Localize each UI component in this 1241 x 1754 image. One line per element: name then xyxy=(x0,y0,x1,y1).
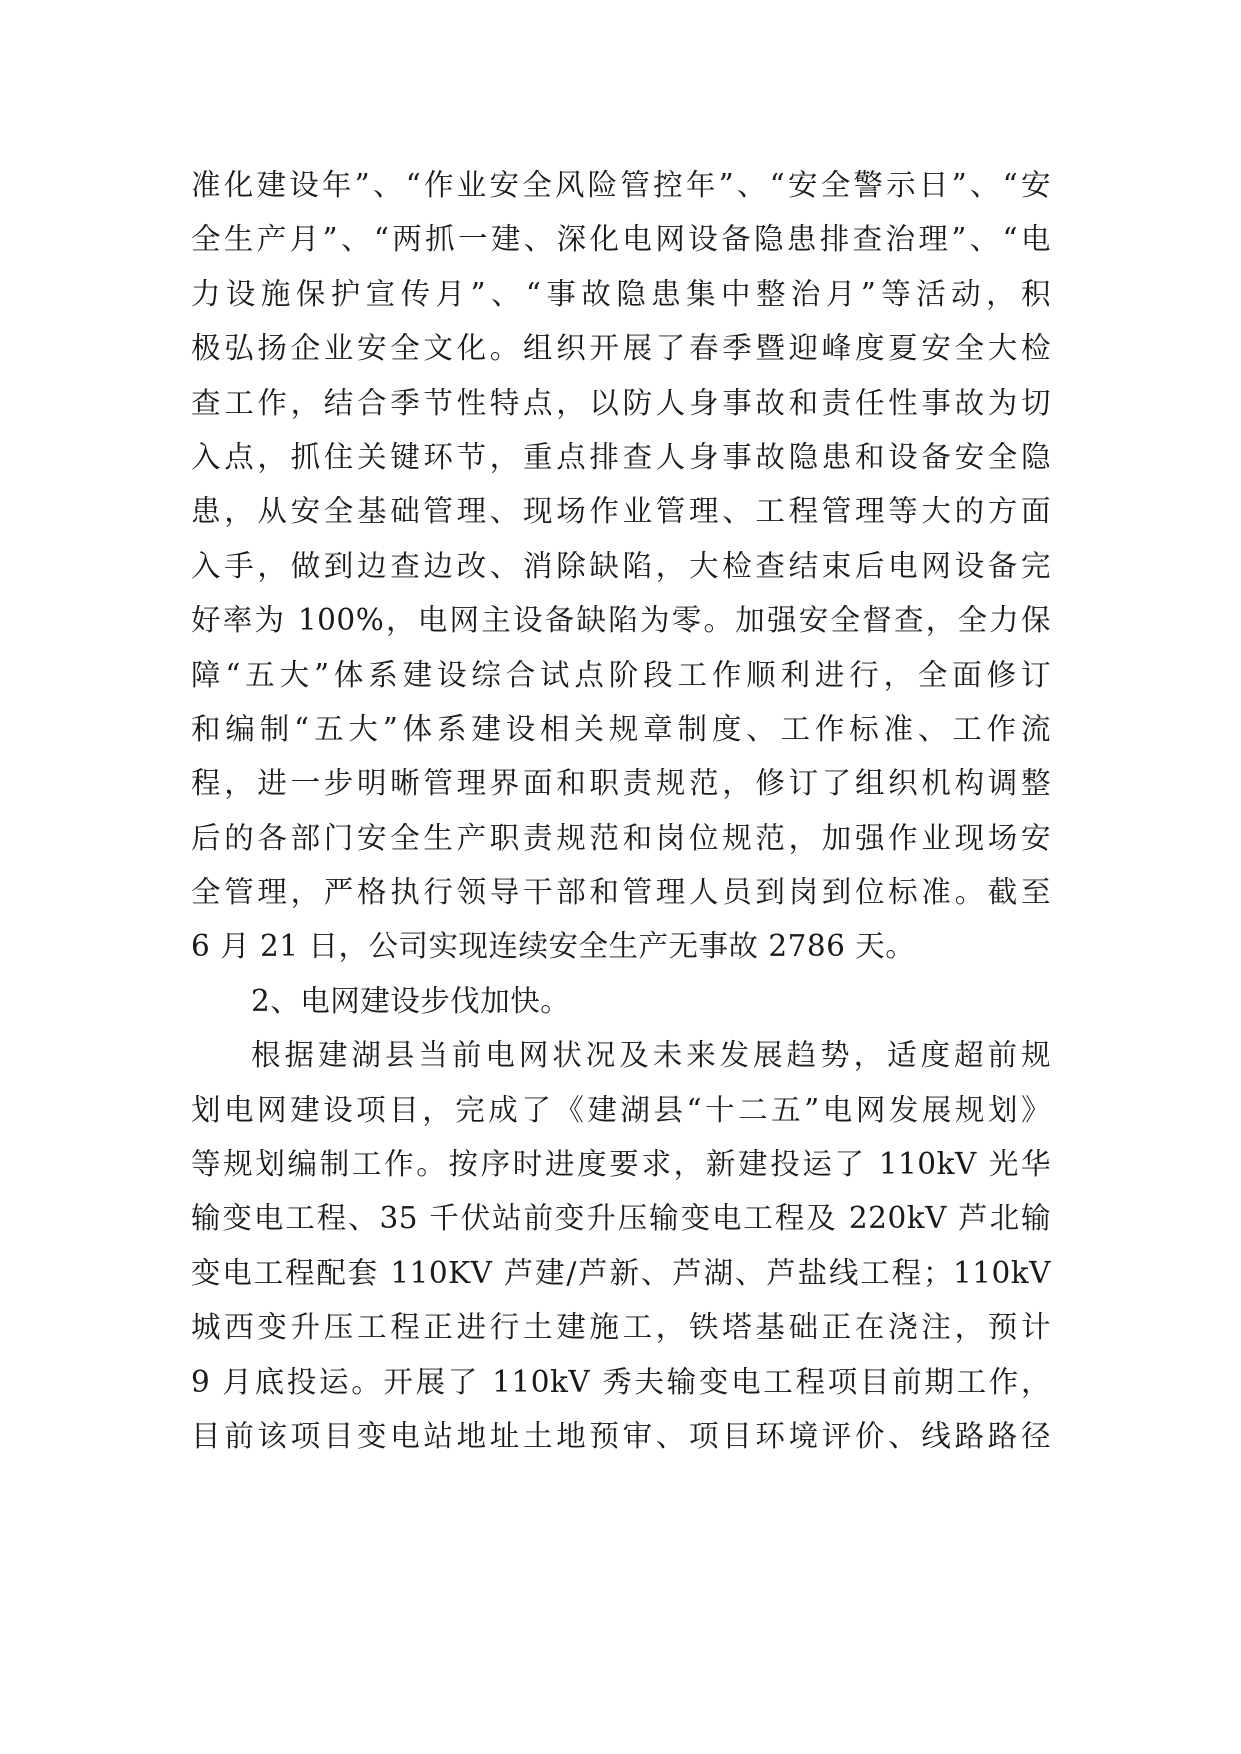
text-line: 9 月底投运。开展了 110kV 秀夫输变电工程项目前期工作， xyxy=(191,1364,1051,1399)
safety-paragraph xyxy=(191,158,1051,974)
document-body xyxy=(191,158,1051,1463)
text-line: 等规划编制工作。按序时进度要求，新建投运了 110kV 光华 xyxy=(191,1147,1051,1182)
text-line: 极弘扬企业安全文化。组织开展了春季暨迎峰度夏安全大检 xyxy=(191,331,1051,366)
text-line: 输变电工程、35 千伏站前变升压输变电工程及 220kV 芦北输 xyxy=(191,1201,1051,1236)
text-line: 全生产月”、“两抓一建、深化电网设备隐患排查治理”、“电 xyxy=(191,222,1051,257)
heading-line: 2、电网建设步伐加快。 xyxy=(251,983,571,1018)
text-line: 变电工程配套 110KV 芦建/芦新、芦湖、芦盐线工程；110kV xyxy=(191,1255,1051,1290)
text-line: 力设施保护宣传月”、“事故隐患集中整治月”等活动，积 xyxy=(191,276,1051,311)
section-heading xyxy=(191,974,1051,1028)
text-line: 程，进一步明晰管理界面和职责规范，修订了组织机构调整 xyxy=(191,766,1051,801)
text-line: 障“五大”体系建设综合试点阶段工作顺利进行，全面修订 xyxy=(191,657,1051,692)
text-line: 入点，抓住关键环节，重点排查人身事故隐患和设备安全隐 xyxy=(191,439,1051,474)
text-line: 入手，做到边查边改、消除缺陷，大检查结束后电网设备完 xyxy=(191,548,1051,583)
grid-construction-paragraph xyxy=(191,1028,1051,1463)
text-line: 患，从安全基础管理、现场作业管理、工程管理等大的方面 xyxy=(191,494,1051,529)
text-line: 准化建设年”、“作业安全风险管控年”、“安全警示日”、“安 xyxy=(191,168,1051,202)
text-line: 6 月 21 日，公司实现连续安全生产无事故 2786 天。 xyxy=(191,929,916,964)
text-line: 和编制“五大”体系建设相关规章制度、工作标准、工作流 xyxy=(191,711,1051,746)
text-line: 根据建湖县当前电网状况及未来发展趋势，适度超前规 xyxy=(251,1038,1051,1073)
text-line: 好率为 100%，电网主设备缺陷为零。加强安全督查，全力保 xyxy=(191,603,1051,638)
text-line: 划电网建设项目，完成了《建湖县“十二五”电网发展规划》 xyxy=(191,1092,1051,1127)
text-line: 目前该项目变电站地址土地预审、项目环境评价、线路路径 xyxy=(191,1418,1051,1453)
text-line: 后的各部门安全生产职责规范和岗位规范，加强作业现场安 xyxy=(191,820,1051,855)
text-line: 查工作，结合季节性特点，以防人身事故和责任性事故为切 xyxy=(191,385,1051,420)
text-line: 全管理，严格执行领导干部和管理人员到岗到位标准。截至 xyxy=(191,875,1051,910)
text-line: 城西变升压工程正进行土建施工，铁塔基础正在浇注，预计 xyxy=(191,1310,1051,1345)
